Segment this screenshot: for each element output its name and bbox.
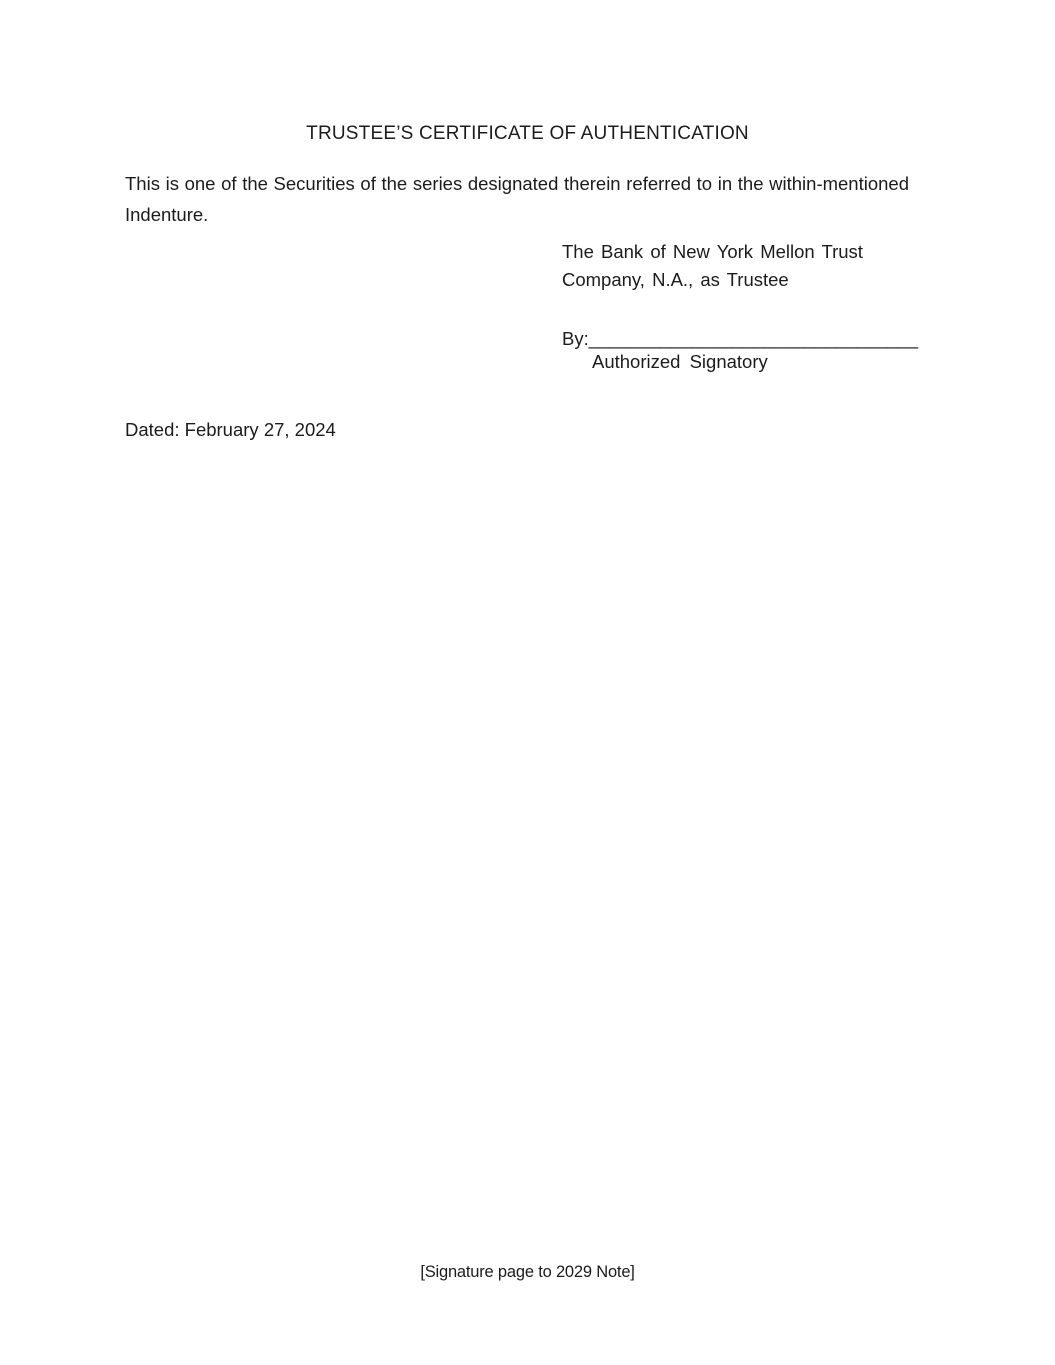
signature-by-line <box>562 328 918 350</box>
dated-line: Dated: February 27, 2024 <box>125 419 336 440</box>
page-title: TRUSTEE’S CERTIFICATE OF AUTHENTICATION <box>306 123 749 144</box>
signature-page-footer: [Signature page to 2029 Note] <box>420 1263 635 1281</box>
trustee-name-line-2: Company, N.A., as Trustee <box>562 269 789 290</box>
by-label: By: <box>562 328 589 349</box>
trustee-name-line-1: The Bank of New York Mellon Trust <box>562 241 863 262</box>
authorized-signatory-label: Authorized Signatory <box>592 351 768 372</box>
trustee-name-block <box>562 238 892 294</box>
certification-paragraph: This is one of the Securities of the series designated therein referred to in the within-mentioned Indenture. <box>125 173 909 225</box>
signature-blank-line: ________________________________ <box>588 328 918 349</box>
